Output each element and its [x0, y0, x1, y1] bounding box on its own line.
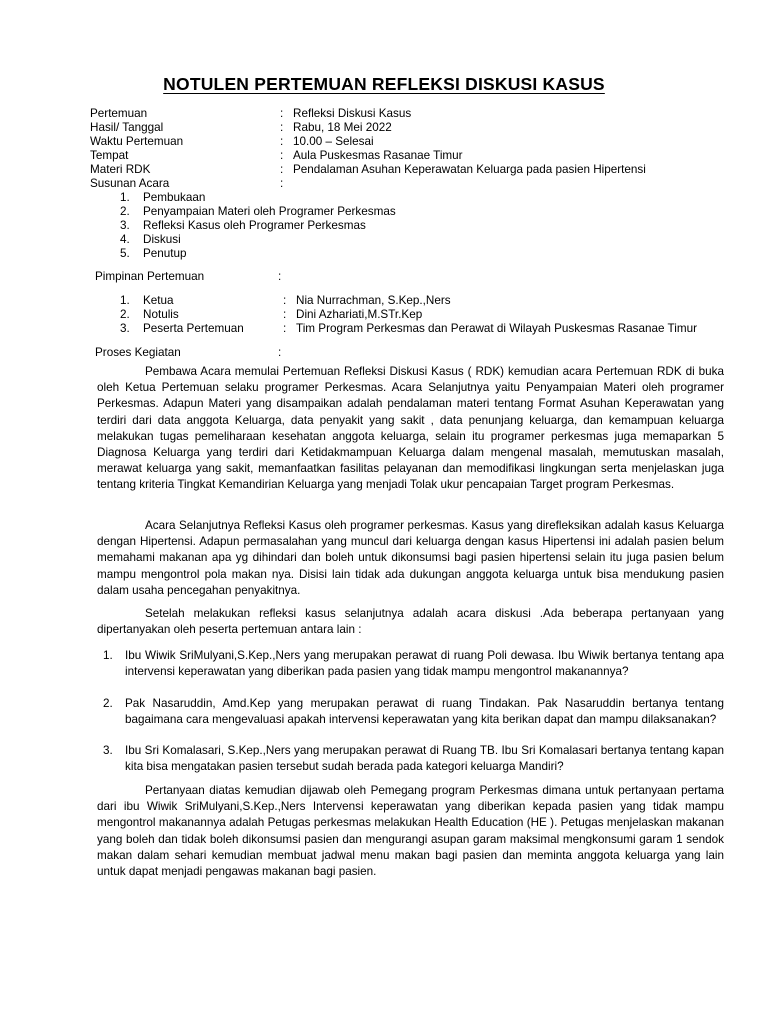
info-label: Susunan Acara	[90, 177, 170, 190]
title-text: NOTULEN PERTEMUAN REFLEKSI DISKUSI KASUS	[163, 74, 605, 94]
pimpinan-row	[95, 270, 282, 284]
info-colon: :	[280, 135, 284, 148]
document-title	[0, 74, 768, 95]
info-row-pertemuan	[90, 107, 730, 121]
paragraph-case-reflection: Acara Selanjutnya Refleksi Kasus oleh programer perkesmas. Kasus yang direfleksikan adalah kasus Keluarga dengan Hipertensi. Adapun permasalahan yang muncul dari keluarga dengan kasus Hipertensi ini adalah pasien belum memahami makanan apa yg dihindari dan boleh untuk dikonsumsi bagi pasien hipertensi selain itu juga pasien belum mampu mengontrol pola makan nya. Disisi lain tidak ada dukungan anggota keluarga untuk bisa mendukung pasien dalam usaha pencegahan penyakitnya.	[97, 519, 724, 597]
member-role: Peserta Pertemuan	[143, 322, 244, 335]
question-number: 1.	[103, 649, 113, 662]
agenda-number: 1.	[120, 191, 130, 204]
member-role: Ketua	[143, 294, 174, 307]
info-label: Pertemuan	[90, 107, 148, 120]
paragraph-opening: Pembawa Acara memulai Pertemuan Refleksi Diskusi Kasus ( RDK) kemudian acara Pertemuan RDK di buka oleh Ketua Pertemuan selaku programer Perkesmas. Acara Selanjutnya yaitu Penyampaian Materi oleh programer Perkesmas. Adapun Materi yang disampaikan adalah pendalaman materi tentang Format Asuhan Keperawatan yang terdiri dari data anggota Keluarga, data penyakit yang sakit , data penunjang keluarga, dan kemampuan keluarga melakukan tugas pemeliharaan kesehatan anggota keluarga, selain itu programer perkesmas juga memaparkan 5 Diagnosa Keluarga yang terdiri dari Ketidakmampuan Keluarga dalam mengenal masalah, memutuskan masalah, merawat keluarga yang sakit, memanfaatkan fasilitas pelayanan dan memodifikasi lingkungan serta menjelaskan juga tentang kriteria Tingkat Kemandirian Keluarga yang menjadi Tolak ukur pencapaian Target program Perkesmas.	[97, 365, 724, 492]
info-colon: :	[280, 177, 284, 190]
agenda-text: Diskusi	[143, 233, 181, 246]
agenda-number: 3.	[120, 219, 130, 232]
info-value: 10.00 – Selesai	[293, 135, 374, 148]
info-row-materi	[90, 163, 730, 177]
info-colon: :	[280, 107, 284, 120]
member-colon: :	[283, 294, 287, 307]
question-text: Pak Nasaruddin, Amd.Kep yang merupakan perawat di ruang Tindakan. Pak Nasaruddin bertanya tentang bagaimana cara mengevaluasi apakah intervensi keperawatan yang kita berikan dapat dan mampu dilaksanakan?	[125, 697, 724, 727]
info-value: Rabu, 18 Mei 2022	[293, 121, 392, 134]
agenda-text: Penyampaian Materi oleh Programer Perkesmas	[143, 205, 396, 218]
info-value: Refleksi Diskusi Kasus	[293, 107, 412, 120]
member-name: Tim Program Perkesmas dan Perawat di Wilayah Puskesmas Rasanae Timur	[296, 322, 697, 335]
info-value: Aula Puskesmas Rasanae Timur	[293, 149, 463, 162]
member-name: Dini Azhariati,M.STr.Kep	[296, 308, 423, 321]
question-number: 3.	[103, 744, 113, 757]
proses-row	[95, 346, 282, 360]
member-colon: :	[283, 322, 287, 335]
member-number: 2.	[120, 308, 130, 321]
paragraph-answer: Pertanyaan diatas kemudian dijawab oleh Pemegang program Perkesmas dimana untuk pertanyaan pertama dari ibu Wiwik SriMulyani,S.Kep.,Ners Intervensi keperawatan yang diberikan kepada pasien yang tidak mampu mengontrol makanannya adalah Petugas perkesmas melakukan Health Education (HE ). Petugas menjelaskan makanan yang boleh dan tidak boleh dikonsumsi pasien dan mengurangi asupan garam maksimal mengkonsumi garam 1 sendok makan dalam sehari kemudian membuat jadwal menu makan bagi pasien dan meminta anggota keluarga yang lain untuk dapat menjadi pengawas makanan bagi pasien.	[97, 784, 724, 879]
proses-colon: :	[278, 346, 282, 359]
question-item	[103, 696, 724, 728]
agenda-text: Penutup	[143, 247, 187, 260]
member-role: Notulis	[143, 308, 179, 321]
paragraph-discussion-intro: Setelah melakukan refleksi kasus selanjutnya adalah acara diskusi .Ada beberapa pertanyaan yang dipertanyakan oleh peserta pertemuan antara lain :	[97, 607, 724, 637]
agenda-text: Refleksi Kasus oleh Programer Perkesmas	[143, 219, 366, 232]
info-row-waktu	[90, 135, 730, 149]
info-colon: :	[280, 121, 284, 134]
info-colon: :	[280, 163, 284, 176]
agenda-number: 4.	[120, 233, 130, 246]
info-row-tanggal	[90, 121, 730, 135]
proses-label: Proses Kegiatan	[95, 346, 181, 359]
member-number: 3.	[120, 322, 130, 335]
info-label: Waktu Pertemuan	[90, 135, 184, 148]
agenda-number: 2.	[120, 205, 130, 218]
info-label: Materi RDK	[90, 163, 151, 176]
question-text: Ibu Sri Komalasari, S.Kep.,Ners yang merupakan perawat di Ruang TB. Ibu Sri Komalasari bertanya tentang kapan kita bisa mengatakan pasien tersebut sudah berada pada kategori keluarga Mandiri?	[125, 744, 724, 774]
question-number: 2.	[103, 697, 113, 710]
info-row-susunan-acara	[90, 177, 730, 191]
info-label: Tempat	[90, 149, 129, 162]
question-item	[103, 743, 724, 775]
member-colon: :	[283, 308, 287, 321]
info-row-tempat	[90, 149, 730, 163]
info-colon: :	[280, 149, 284, 162]
question-item	[103, 648, 724, 680]
agenda-text: Pembukaan	[143, 191, 206, 204]
member-number: 1.	[120, 294, 130, 307]
pimpinan-colon: :	[278, 270, 282, 283]
question-text: Ibu Wiwik SriMulyani,S.Kep.,Ners yang merupakan perawat di ruang Poli dewasa. Ibu Wiwik bertanya tentang apa intervensi keperawatan yang diberikan pada pasien yang tidak mampu mengontrol makanannya?	[125, 649, 724, 679]
info-value: Pendalaman Asuhan Keperawatan Keluarga pada pasien Hipertensi	[293, 163, 646, 176]
member-name: Nia Nurrachman, S.Kep.,Ners	[296, 294, 451, 307]
pimpinan-label: Pimpinan Pertemuan	[95, 270, 205, 283]
info-label: Hasil/ Tanggal	[90, 121, 164, 134]
agenda-number: 5.	[120, 247, 130, 260]
